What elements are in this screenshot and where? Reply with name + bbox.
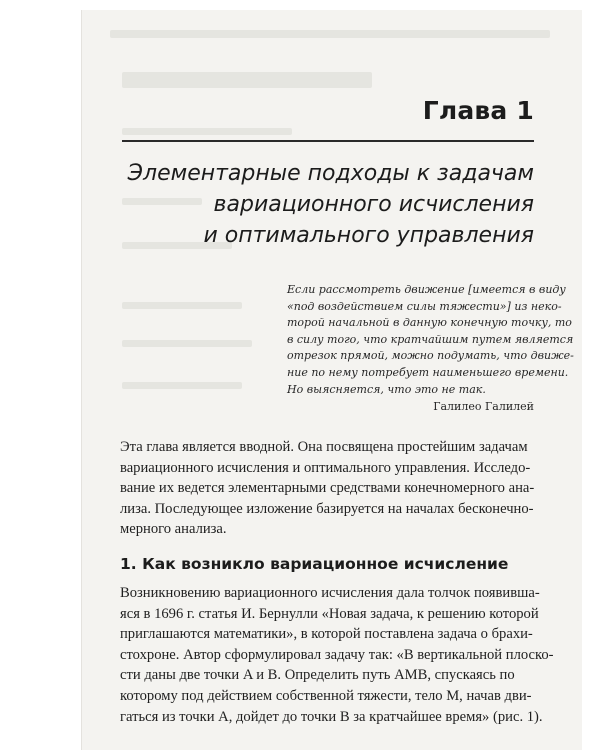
epigraph-line: Если рассмотреть движение [имеется в виду — [287, 283, 566, 296]
epigraph-line: в силу того, что кратчайшим путем является — [287, 332, 574, 346]
epigraph-line: Но выясняется, что это не так. — [287, 382, 486, 396]
section-line: яся в 1696 г. статья И. Бернулли «Новая задача, к решению которой — [120, 605, 539, 622]
epigraph-line: ние по нему потребует наименьшего времени. — [287, 365, 569, 379]
intro-line: вариационного исчисления и оптимального управления. Исследо- — [120, 459, 531, 476]
bleed-through-formula — [122, 72, 372, 88]
section-heading: 1. Как возникло вариационное исчисление — [120, 555, 509, 573]
chapter-title — [122, 158, 534, 251]
epigraph-line: отрезок прямой, можно подумать, что движе- — [287, 349, 574, 363]
chapter-title-line: и оптимального управления — [203, 223, 534, 248]
intro-paragraph — [120, 437, 540, 540]
chapter-rule — [122, 140, 534, 142]
bleed-through-header — [110, 30, 550, 38]
intro-line: вание их ведется элементарными средствами конечномерного ана- — [120, 480, 535, 497]
bleed-through-line — [122, 340, 252, 347]
section-line: которому под действием собственной тяжести, тело M, начав дви- — [120, 687, 532, 704]
section-line: приглашаются математики», в которой поставлена задача о брахи- — [120, 626, 533, 643]
intro-line: лиза. Последующее изложение базируется на началах бесконечно- — [120, 500, 534, 517]
intro-line: Эта глава является вводной. Она посвящена простейшим задачам — [120, 439, 528, 455]
epigraph-line: торой начальной в данную конечную точку, то — [287, 316, 572, 330]
section-line: сти даны две точки A и B. Определить путь AMB, спускаясь по — [120, 667, 515, 684]
bleed-through-line — [122, 302, 242, 309]
section-line: стохроне. Автор сформулировал задачу так: «В вертикальной плоско- — [120, 646, 554, 663]
epigraph-quote — [287, 282, 574, 398]
section-line: Возникновению вариационного исчисления дала толчок появивша- — [120, 585, 540, 601]
chapter-label: Глава 1 — [422, 96, 534, 125]
chapter-title-line: вариационного исчисления — [213, 192, 534, 217]
bleed-through-line — [122, 382, 242, 389]
bleed-through-line — [122, 128, 292, 135]
chapter-title-line: Элементарные подходы к задачам — [127, 161, 534, 186]
intro-line: мерного анализа. — [120, 521, 227, 538]
epigraph-author: Галилео Галилей — [433, 400, 534, 413]
section-line: гаться из точки A, дойдет до точки B за кратчайшее время» (рис. 1). — [120, 708, 543, 725]
book-page — [82, 10, 582, 750]
epigraph-line: «под воздействием силы тяжести»] из неко- — [287, 299, 562, 313]
section-paragraph — [120, 583, 554, 727]
